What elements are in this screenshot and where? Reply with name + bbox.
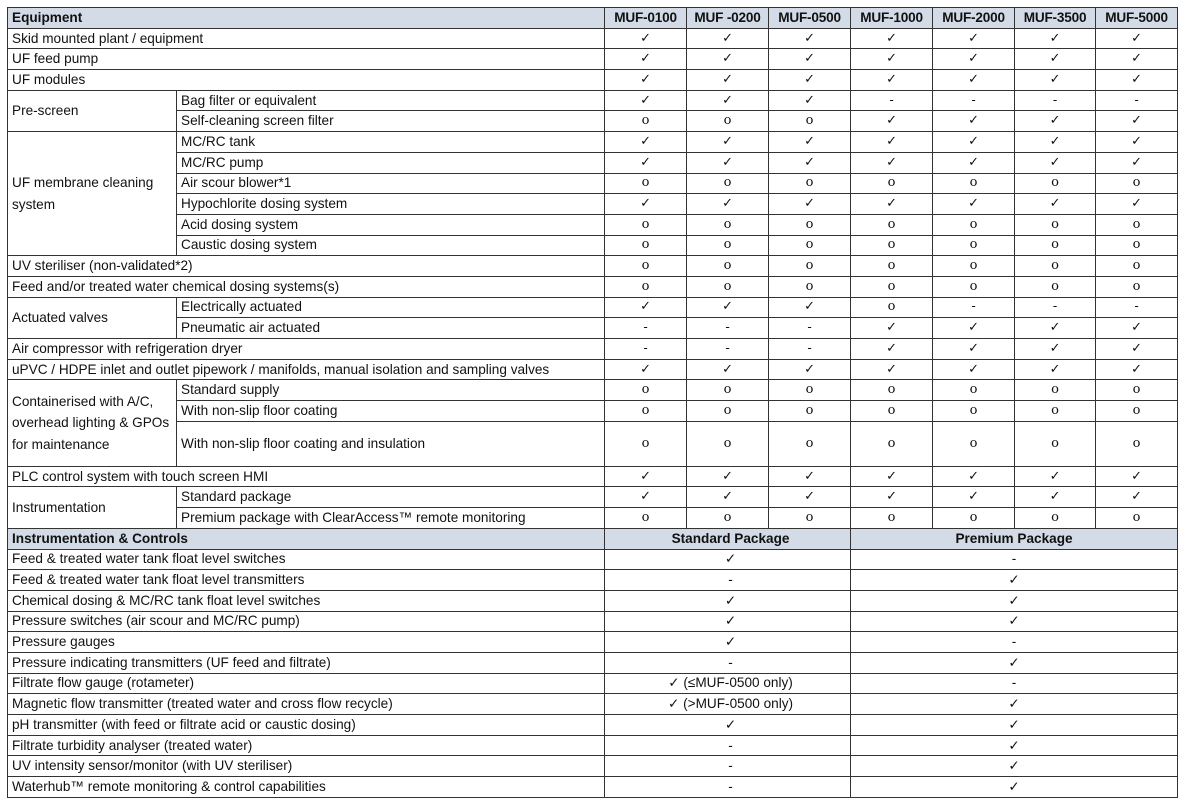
availability-cell: o [933, 421, 1015, 466]
availability-cell: o [851, 235, 933, 256]
controls-row [8, 590, 1178, 611]
availability-cell: ✓ [1096, 28, 1178, 49]
standard-package-cell: - [605, 570, 851, 591]
availability-cell: o [851, 256, 933, 277]
availability-cell: ✓ [1015, 152, 1096, 173]
availability-cell: - [769, 318, 851, 339]
availability-cell: o [1096, 421, 1178, 466]
availability-cell: ✓ [769, 297, 851, 318]
availability-cell: ✓ [933, 487, 1015, 508]
standard-package-cell: ✓ [605, 549, 851, 570]
premium-package-cell: ✓ [851, 570, 1178, 591]
availability-cell: ✓ [1015, 359, 1096, 380]
availability-cell: ✓ [1096, 339, 1178, 360]
controls-header: Instrumentation & Controls [8, 528, 605, 549]
controls-row [8, 611, 1178, 632]
availability-cell: ✓ [687, 152, 769, 173]
availability-cell: o [851, 173, 933, 194]
controls-header-row [8, 528, 1178, 549]
availability-cell: o [933, 380, 1015, 401]
controls-label: Pressure gauges [8, 632, 605, 653]
availability-cell: ✓ [769, 132, 851, 153]
availability-cell: o [687, 401, 769, 422]
availability-cell: ✓ [1015, 111, 1096, 132]
availability-cell: ✓ [933, 28, 1015, 49]
model-header: MUF-0500 [769, 8, 851, 29]
equipment-label: uPVC / HDPE inlet and outlet pipework / manifolds, manual isolation and sampling valves [8, 359, 605, 380]
premium-package-cell: ✓ [851, 715, 1178, 736]
availability-cell: ✓ [769, 152, 851, 173]
controls-row [8, 715, 1178, 736]
availability-cell: ✓ [933, 466, 1015, 487]
availability-cell: ✓ [851, 487, 933, 508]
availability-cell: - [687, 318, 769, 339]
availability-cell: o [851, 214, 933, 235]
availability-cell: o [1015, 256, 1096, 277]
availability-cell: ✓ [1096, 152, 1178, 173]
standard-package-cell: ✓ [605, 590, 851, 611]
equipment-row [8, 401, 1178, 422]
availability-cell: ✓ [851, 152, 933, 173]
availability-cell: ✓ [769, 487, 851, 508]
controls-row [8, 777, 1178, 798]
availability-cell: o [769, 276, 851, 297]
availability-cell: ✓ [933, 359, 1015, 380]
availability-cell: ✓ [851, 194, 933, 215]
availability-cell: o [1096, 380, 1178, 401]
equipment-label: Feed and/or treated water chemical dosing systems(s) [8, 276, 605, 297]
equipment-row [8, 359, 1178, 380]
availability-cell: ✓ [851, 359, 933, 380]
controls-label: Filtrate turbidity analyser (treated water) [8, 735, 605, 756]
availability-cell: o [1015, 421, 1096, 466]
model-header: MUF -0200 [687, 8, 769, 29]
equipment-row [8, 256, 1178, 277]
availability-cell: ✓ [851, 318, 933, 339]
model-header: MUF-1000 [851, 8, 933, 29]
equipment-label: Skid mounted plant / equipment [8, 28, 605, 49]
standard-package-cell: ✓ (>MUF-0500 only) [605, 694, 851, 715]
availability-cell: o [1096, 401, 1178, 422]
premium-package-cell: ✓ [851, 694, 1178, 715]
availability-cell: ✓ [605, 132, 687, 153]
equipment-label: MC/RC tank [177, 132, 605, 153]
availability-cell: - [769, 339, 851, 360]
availability-cell: o [1015, 235, 1096, 256]
controls-label: Pressure switches (air scour and MC/RC pump) [8, 611, 605, 632]
equipment-label: With non-slip floor coating [177, 401, 605, 422]
availability-cell: ✓ [1015, 318, 1096, 339]
availability-cell: ✓ [933, 111, 1015, 132]
availability-cell: o [933, 173, 1015, 194]
availability-cell: ✓ [687, 487, 769, 508]
availability-cell: o [687, 256, 769, 277]
availability-cell: - [1015, 90, 1096, 111]
premium-package-cell: - [851, 549, 1178, 570]
availability-cell: o [1015, 276, 1096, 297]
controls-row [8, 652, 1178, 673]
premium-package-cell: ✓ [851, 777, 1178, 798]
equipment-label: PLC control system with touch screen HMI [8, 466, 605, 487]
availability-cell: o [1096, 214, 1178, 235]
availability-cell: o [769, 380, 851, 401]
availability-cell: ✓ [687, 28, 769, 49]
model-header: MUF-3500 [1015, 8, 1096, 29]
availability-cell: ✓ [769, 194, 851, 215]
availability-cell: ✓ [1096, 70, 1178, 91]
controls-label: Waterhub™ remote monitoring & control capabilities [8, 777, 605, 798]
availability-cell: o [933, 235, 1015, 256]
equipment-row [8, 214, 1178, 235]
availability-cell: ✓ [933, 152, 1015, 173]
availability-cell: ✓ [1015, 194, 1096, 215]
availability-cell: o [1015, 508, 1096, 529]
availability-cell: o [1096, 276, 1178, 297]
availability-cell: o [687, 173, 769, 194]
equipment-label: Standard supply [177, 380, 605, 401]
availability-cell: ✓ [687, 359, 769, 380]
equipment-row [8, 276, 1178, 297]
availability-cell: o [687, 421, 769, 466]
equipment-table [7, 7, 1178, 798]
availability-cell: ✓ [851, 28, 933, 49]
controls-row [8, 632, 1178, 653]
availability-cell: ✓ [1015, 70, 1096, 91]
availability-cell: o [1015, 401, 1096, 422]
controls-label: pH transmitter (with feed or filtrate acid or caustic dosing) [8, 715, 605, 736]
availability-cell: o [687, 235, 769, 256]
availability-cell: o [687, 111, 769, 132]
availability-cell: ✓ [605, 152, 687, 173]
premium-package-cell: ✓ [851, 735, 1178, 756]
availability-cell: ✓ [851, 339, 933, 360]
group-label: Actuated valves [8, 297, 177, 338]
equipment-label: Self-cleaning screen filter [177, 111, 605, 132]
availability-cell: o [605, 508, 687, 529]
premium-package-cell: - [851, 632, 1178, 653]
controls-row [8, 549, 1178, 570]
equipment-label: Premium package with ClearAccess™ remote monitoring [177, 508, 605, 529]
premium-package-cell: - [851, 673, 1178, 694]
availability-cell: o [769, 111, 851, 132]
equipment-label: UV steriliser (non-validated*2) [8, 256, 605, 277]
availability-cell: o [605, 380, 687, 401]
availability-cell: ✓ [1015, 28, 1096, 49]
equipment-label: Electrically actuated [177, 297, 605, 318]
availability-cell: o [769, 214, 851, 235]
availability-cell: ✓ [605, 70, 687, 91]
controls-row [8, 570, 1178, 591]
availability-cell: ✓ [605, 90, 687, 111]
standard-package-header: Standard Package [605, 528, 851, 549]
availability-cell: ✓ [769, 49, 851, 70]
equipment-row [8, 297, 1178, 318]
equipment-row [8, 173, 1178, 194]
model-header: MUF-2000 [933, 8, 1015, 29]
standard-package-cell: ✓ [605, 611, 851, 632]
availability-cell: ✓ [687, 49, 769, 70]
availability-cell: o [605, 256, 687, 277]
premium-package-header: Premium Package [851, 528, 1178, 549]
availability-cell: o [851, 380, 933, 401]
equipment-row [8, 487, 1178, 508]
availability-cell: o [1096, 508, 1178, 529]
availability-cell: ✓ [1096, 194, 1178, 215]
availability-cell: ✓ [1015, 466, 1096, 487]
equipment-header: Equipment [8, 8, 605, 29]
standard-package-cell: - [605, 777, 851, 798]
equipment-label: UF feed pump [8, 49, 605, 70]
equipment-row [8, 70, 1178, 91]
standard-package-cell: - [605, 735, 851, 756]
availability-cell: ✓ [1096, 359, 1178, 380]
availability-cell: ✓ [687, 194, 769, 215]
controls-label: Feed & treated water tank float level transmitters [8, 570, 605, 591]
availability-cell: - [933, 90, 1015, 111]
equipment-row [8, 466, 1178, 487]
availability-cell: ✓ [933, 194, 1015, 215]
availability-cell: ✓ [1096, 318, 1178, 339]
group-label: UF membrane cleaning system [8, 132, 177, 256]
availability-cell: - [687, 339, 769, 360]
availability-cell: o [687, 508, 769, 529]
availability-cell: o [933, 256, 1015, 277]
availability-cell: - [1015, 297, 1096, 318]
model-header: MUF-5000 [1096, 8, 1178, 29]
premium-package-cell: ✓ [851, 652, 1178, 673]
availability-cell: o [687, 276, 769, 297]
premium-package-cell: ✓ [851, 590, 1178, 611]
availability-cell: ✓ [687, 132, 769, 153]
availability-cell: ✓ [851, 466, 933, 487]
availability-cell: o [933, 214, 1015, 235]
availability-cell: o [1015, 214, 1096, 235]
availability-cell: ✓ [769, 28, 851, 49]
availability-cell: o [605, 235, 687, 256]
availability-cell: o [1096, 173, 1178, 194]
availability-cell: o [1015, 380, 1096, 401]
availability-cell: ✓ [933, 49, 1015, 70]
equipment-row [8, 28, 1178, 49]
equipment-label: Standard package [177, 487, 605, 508]
availability-cell: o [605, 111, 687, 132]
availability-cell: o [605, 214, 687, 235]
availability-cell: o [851, 508, 933, 529]
availability-cell: ✓ [1096, 466, 1178, 487]
availability-cell: o [769, 401, 851, 422]
availability-cell: o [605, 421, 687, 466]
availability-cell: ✓ [605, 487, 687, 508]
equipment-row [8, 90, 1178, 111]
availability-cell: ✓ [1096, 111, 1178, 132]
premium-package-cell: ✓ [851, 756, 1178, 777]
equipment-row [8, 318, 1178, 339]
availability-cell: o [769, 256, 851, 277]
availability-cell: ✓ [851, 111, 933, 132]
availability-cell: ✓ [769, 70, 851, 91]
availability-cell: ✓ [1015, 487, 1096, 508]
availability-cell: ✓ [605, 466, 687, 487]
availability-cell: ✓ [851, 70, 933, 91]
availability-cell: ✓ [1096, 49, 1178, 70]
availability-cell: ✓ [605, 297, 687, 318]
controls-label: Magnetic flow transmitter (treated water and cross flow recycle) [8, 694, 605, 715]
equipment-row [8, 194, 1178, 215]
equipment-label: Pneumatic air actuated [177, 318, 605, 339]
controls-label: Feed & treated water tank float level switches [8, 549, 605, 570]
availability-cell: o [605, 401, 687, 422]
premium-package-cell: ✓ [851, 611, 1178, 632]
availability-cell: o [687, 214, 769, 235]
availability-cell: ✓ [933, 318, 1015, 339]
equipment-label: Hypochlorite dosing system [177, 194, 605, 215]
availability-cell: ✓ [1015, 339, 1096, 360]
equipment-row [8, 380, 1178, 401]
equipment-row [8, 49, 1178, 70]
availability-cell: ✓ [1096, 487, 1178, 508]
availability-cell: ✓ [605, 194, 687, 215]
availability-cell: ✓ [1015, 49, 1096, 70]
availability-cell: ✓ [933, 70, 1015, 91]
availability-cell: - [1096, 90, 1178, 111]
availability-cell: o [851, 297, 933, 318]
equipment-row [8, 421, 1178, 466]
availability-cell: ✓ [769, 90, 851, 111]
equipment-row [8, 111, 1178, 132]
standard-package-cell: ✓ [605, 632, 851, 653]
availability-cell: o [605, 276, 687, 297]
controls-label: UV intensity sensor/monitor (with UV steriliser) [8, 756, 605, 777]
availability-cell: ✓ [1096, 132, 1178, 153]
availability-cell: ✓ [605, 359, 687, 380]
availability-cell: ✓ [605, 49, 687, 70]
availability-cell: o [851, 401, 933, 422]
equipment-label: MC/RC pump [177, 152, 605, 173]
availability-cell: o [933, 401, 1015, 422]
availability-cell: ✓ [1015, 132, 1096, 153]
availability-cell: o [933, 276, 1015, 297]
controls-row [8, 756, 1178, 777]
availability-cell: ✓ [933, 339, 1015, 360]
availability-cell: - [605, 318, 687, 339]
availability-cell: ✓ [687, 466, 769, 487]
availability-cell: o [605, 173, 687, 194]
standard-package-cell: ✓ [605, 715, 851, 736]
equipment-label: Air scour blower*1 [177, 173, 605, 194]
availability-cell: - [933, 297, 1015, 318]
group-label: Instrumentation [8, 487, 177, 528]
standard-package-cell: ✓ (≤MUF-0500 only) [605, 673, 851, 694]
availability-cell: - [1096, 297, 1178, 318]
availability-cell: o [1096, 256, 1178, 277]
availability-cell: ✓ [687, 90, 769, 111]
availability-cell: o [769, 173, 851, 194]
spec-tables [7, 7, 1177, 798]
controls-row [8, 694, 1178, 715]
equipment-label: With non-slip floor coating and insulation [177, 421, 605, 466]
equipment-label: UF modules [8, 70, 605, 91]
availability-cell: o [851, 421, 933, 466]
availability-cell: ✓ [687, 70, 769, 91]
controls-row [8, 735, 1178, 756]
standard-package-cell: - [605, 756, 851, 777]
equipment-header-row [8, 8, 1178, 29]
equipment-label: Air compressor with refrigeration dryer [8, 339, 605, 360]
availability-cell: o [1096, 235, 1178, 256]
equipment-label: Caustic dosing system [177, 235, 605, 256]
controls-row [8, 673, 1178, 694]
equipment-label: Acid dosing system [177, 214, 605, 235]
standard-package-cell: - [605, 652, 851, 673]
availability-cell: o [769, 421, 851, 466]
controls-label: Filtrate flow gauge (rotameter) [8, 673, 605, 694]
availability-cell: ✓ [933, 132, 1015, 153]
equipment-row [8, 508, 1178, 529]
controls-label: Chemical dosing & MC/RC tank float level switches [8, 590, 605, 611]
availability-cell: ✓ [851, 132, 933, 153]
equipment-row [8, 235, 1178, 256]
controls-label: Pressure indicating transmitters (UF feed and filtrate) [8, 652, 605, 673]
availability-cell: ✓ [769, 359, 851, 380]
availability-cell: o [769, 235, 851, 256]
group-label: Pre-screen [8, 90, 177, 131]
availability-cell: o [1015, 173, 1096, 194]
availability-cell: ✓ [605, 28, 687, 49]
availability-cell: ✓ [851, 49, 933, 70]
availability-cell: o [851, 276, 933, 297]
group-label: Containerised with A/C, overhead lighting & GPOs for maintenance [8, 380, 177, 466]
availability-cell: ✓ [687, 297, 769, 318]
availability-cell: o [769, 508, 851, 529]
equipment-row [8, 132, 1178, 153]
availability-cell: ✓ [769, 466, 851, 487]
availability-cell: - [851, 90, 933, 111]
availability-cell: - [605, 339, 687, 360]
equipment-row [8, 339, 1178, 360]
model-header: MUF-0100 [605, 8, 687, 29]
equipment-row [8, 152, 1178, 173]
equipment-label: Bag filter or equivalent [177, 90, 605, 111]
availability-cell: o [933, 508, 1015, 529]
availability-cell: o [687, 380, 769, 401]
